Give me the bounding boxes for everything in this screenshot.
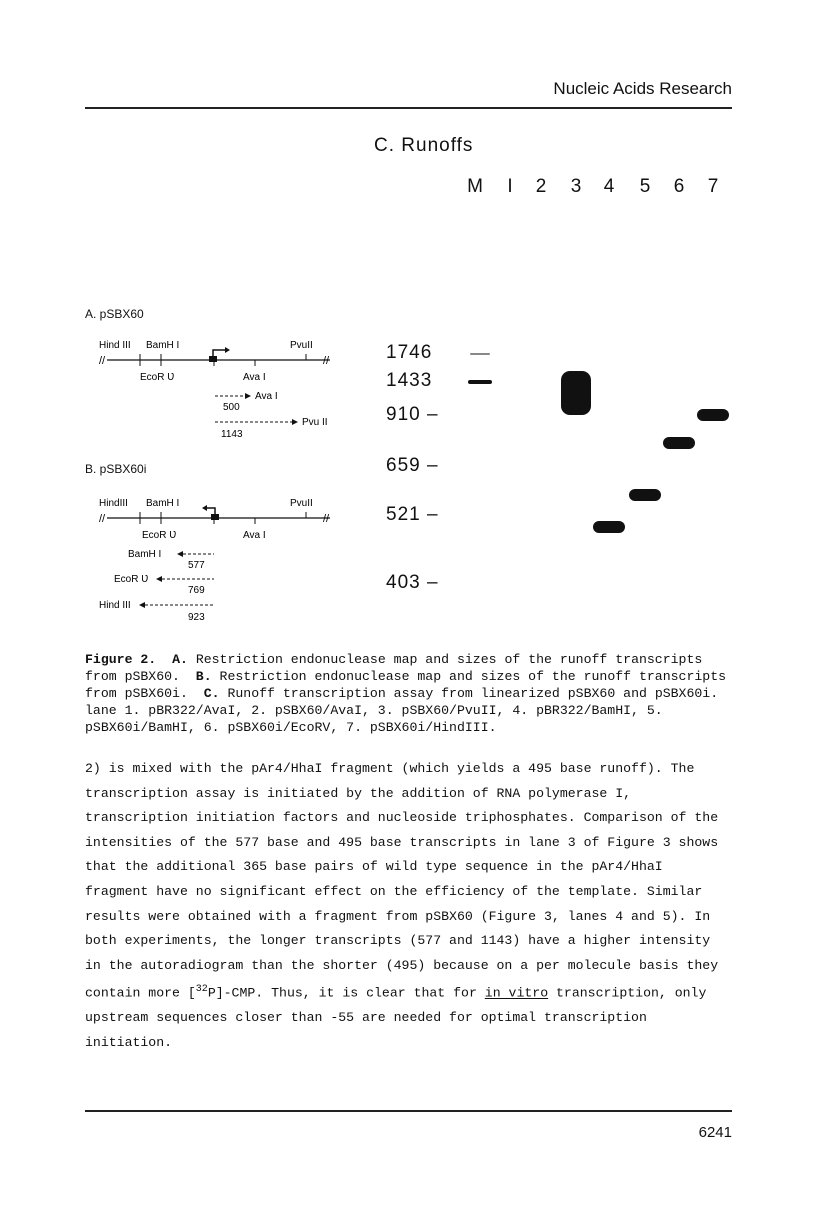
runoff-size-1143: 1143 bbox=[221, 429, 243, 440]
lane-label-6: 6 bbox=[673, 176, 685, 197]
figure-caption bbox=[85, 651, 733, 736]
site-pvuii: PvuII bbox=[290, 340, 313, 351]
band-lane-3-1143 bbox=[561, 371, 591, 415]
runoff-end-bamhi: BamH I bbox=[128, 549, 162, 560]
site-avai: Ava I bbox=[243, 530, 266, 541]
runoff-size-769: 769 bbox=[188, 585, 205, 596]
band-lane-6-769 bbox=[663, 437, 695, 449]
site-avai: Ava I bbox=[243, 372, 266, 383]
site-bamhi: BamH I bbox=[146, 498, 180, 509]
runoff-size-577: 577 bbox=[188, 560, 205, 571]
panel-c-title: C. Runoffs bbox=[374, 135, 474, 156]
site-ecorv: EcoR Ʋ bbox=[140, 372, 175, 383]
panel-b-map bbox=[85, 490, 375, 630]
marker-910: 910 – bbox=[386, 404, 439, 425]
marker-403: 403 – bbox=[386, 572, 439, 593]
band-lane-M-1433 bbox=[468, 380, 492, 384]
band-lane-5-577 bbox=[629, 489, 661, 501]
caption-label: Figure 2. bbox=[85, 652, 157, 667]
lane-label-M: M bbox=[467, 176, 483, 197]
header-rule bbox=[85, 107, 732, 109]
runoff-end-hindiii: Hind III bbox=[99, 600, 131, 611]
site-hindiii: HindIII bbox=[99, 498, 128, 509]
site-bamhi: BamH I bbox=[146, 340, 180, 351]
body-text-3: transcription, only upstream sequences closer than -55 are needed for optimal transcription initiation. bbox=[85, 985, 707, 1050]
runoff-size-500: 500 bbox=[223, 402, 240, 413]
body-text-2: P]-CMP. Thus, it is clear that for bbox=[207, 985, 485, 1001]
body-paragraph bbox=[85, 757, 733, 1056]
runoff-end-avai: Ava I bbox=[255, 391, 278, 402]
break-mark-left: // bbox=[99, 513, 106, 525]
lane-label-2: 2 bbox=[535, 176, 547, 197]
lane-label-4: 4 bbox=[603, 176, 615, 197]
break-mark-right: // bbox=[323, 355, 330, 367]
panel-a-title: A. pSBX60 bbox=[85, 307, 144, 321]
caption-a-label: A. bbox=[172, 652, 188, 667]
page-number: 6241 bbox=[698, 1124, 732, 1141]
band-lane-4-500 bbox=[593, 521, 625, 533]
marker-1746: 1746 bbox=[386, 342, 433, 363]
lane-label-I: I bbox=[507, 176, 513, 197]
footer-rule bbox=[85, 1110, 732, 1112]
runoff-end-pvuii: Pvu II bbox=[302, 417, 328, 428]
site-ecorv: EcoR Ʋ bbox=[142, 530, 177, 541]
marker-1433: 1433 bbox=[386, 370, 433, 391]
runoff-end-ecorv: EcoR Ʋ bbox=[114, 574, 149, 585]
promoter-box bbox=[211, 514, 219, 520]
promoter-arrow-icon bbox=[213, 350, 225, 356]
site-hindiii: Hind III bbox=[99, 340, 131, 351]
body-text-1: 2) is mixed with the pAr4/HhaI fragment (which yields a 495 base runoff). The transcription assay is initiated by the addition of RNA polymerase I, transcription initiation factors and nucleoside triphosphates. Comparison of the intensities of the 577 base and 495 base transcripts in lane 3 of Figure 3 shows that the additional 365 base pairs of wild type sequence in the pAr4/HhaI fragment have no significant effect on the efficiency of the template. Similar results were obtained with a fragment from pSBX60 (Figure 3, lanes 4 and 5). In both experiments, the longer transcripts (577 and 1143) have a higher intensity in the autoradiogram than the shorter (495) because on a per molecule basis they contain more [ bbox=[85, 761, 719, 1001]
journal-title: Nucleic Acids Research bbox=[553, 79, 732, 98]
break-mark-right: // bbox=[323, 513, 330, 525]
body-emphasis: in vitro bbox=[484, 985, 549, 1001]
isotope-superscript: 32 bbox=[195, 984, 208, 996]
caption-c-text: Runoff transcription assay from linearized pSBX60 and pSBX60i. lane 1. pBR322/AvaI, 2. pSBX60/AvaI, 3. pSBX60/PvuII, 4. pBR322/BamHI, 5. pSBX60i/BamHI, 6. pSBX60i/EcoRV, 7. pSBX60i/HindIII. bbox=[85, 686, 719, 735]
promoter-box bbox=[209, 356, 217, 362]
caption-a-text: Restriction endonuclease map and sizes of the runoff transcripts from pSBX60. bbox=[85, 652, 703, 684]
marker-521: 521 – bbox=[386, 504, 439, 525]
panel-a-map bbox=[85, 330, 375, 450]
band-lane-7-923 bbox=[697, 409, 729, 421]
lane-label-3: 3 bbox=[570, 176, 582, 197]
promoter-arrow-reverse-icon bbox=[207, 508, 215, 514]
caption-b-text: Restriction endonuclease map and sizes of the runoff transcripts from pSBX60i. bbox=[85, 669, 727, 701]
break-mark-left: // bbox=[99, 355, 106, 367]
site-pvuii: PvuII bbox=[290, 498, 313, 509]
caption-b-label: B. bbox=[195, 669, 212, 684]
lane-label-5: 5 bbox=[639, 176, 651, 197]
lane-label-7: 7 bbox=[707, 176, 719, 197]
runoff-size-923: 923 bbox=[188, 612, 205, 623]
panel-b-title: B. pSBX60i bbox=[85, 462, 147, 476]
band-lane-M-1746 bbox=[470, 353, 490, 355]
marker-659: 659 – bbox=[386, 455, 439, 476]
caption-c-label: C. bbox=[203, 686, 220, 701]
